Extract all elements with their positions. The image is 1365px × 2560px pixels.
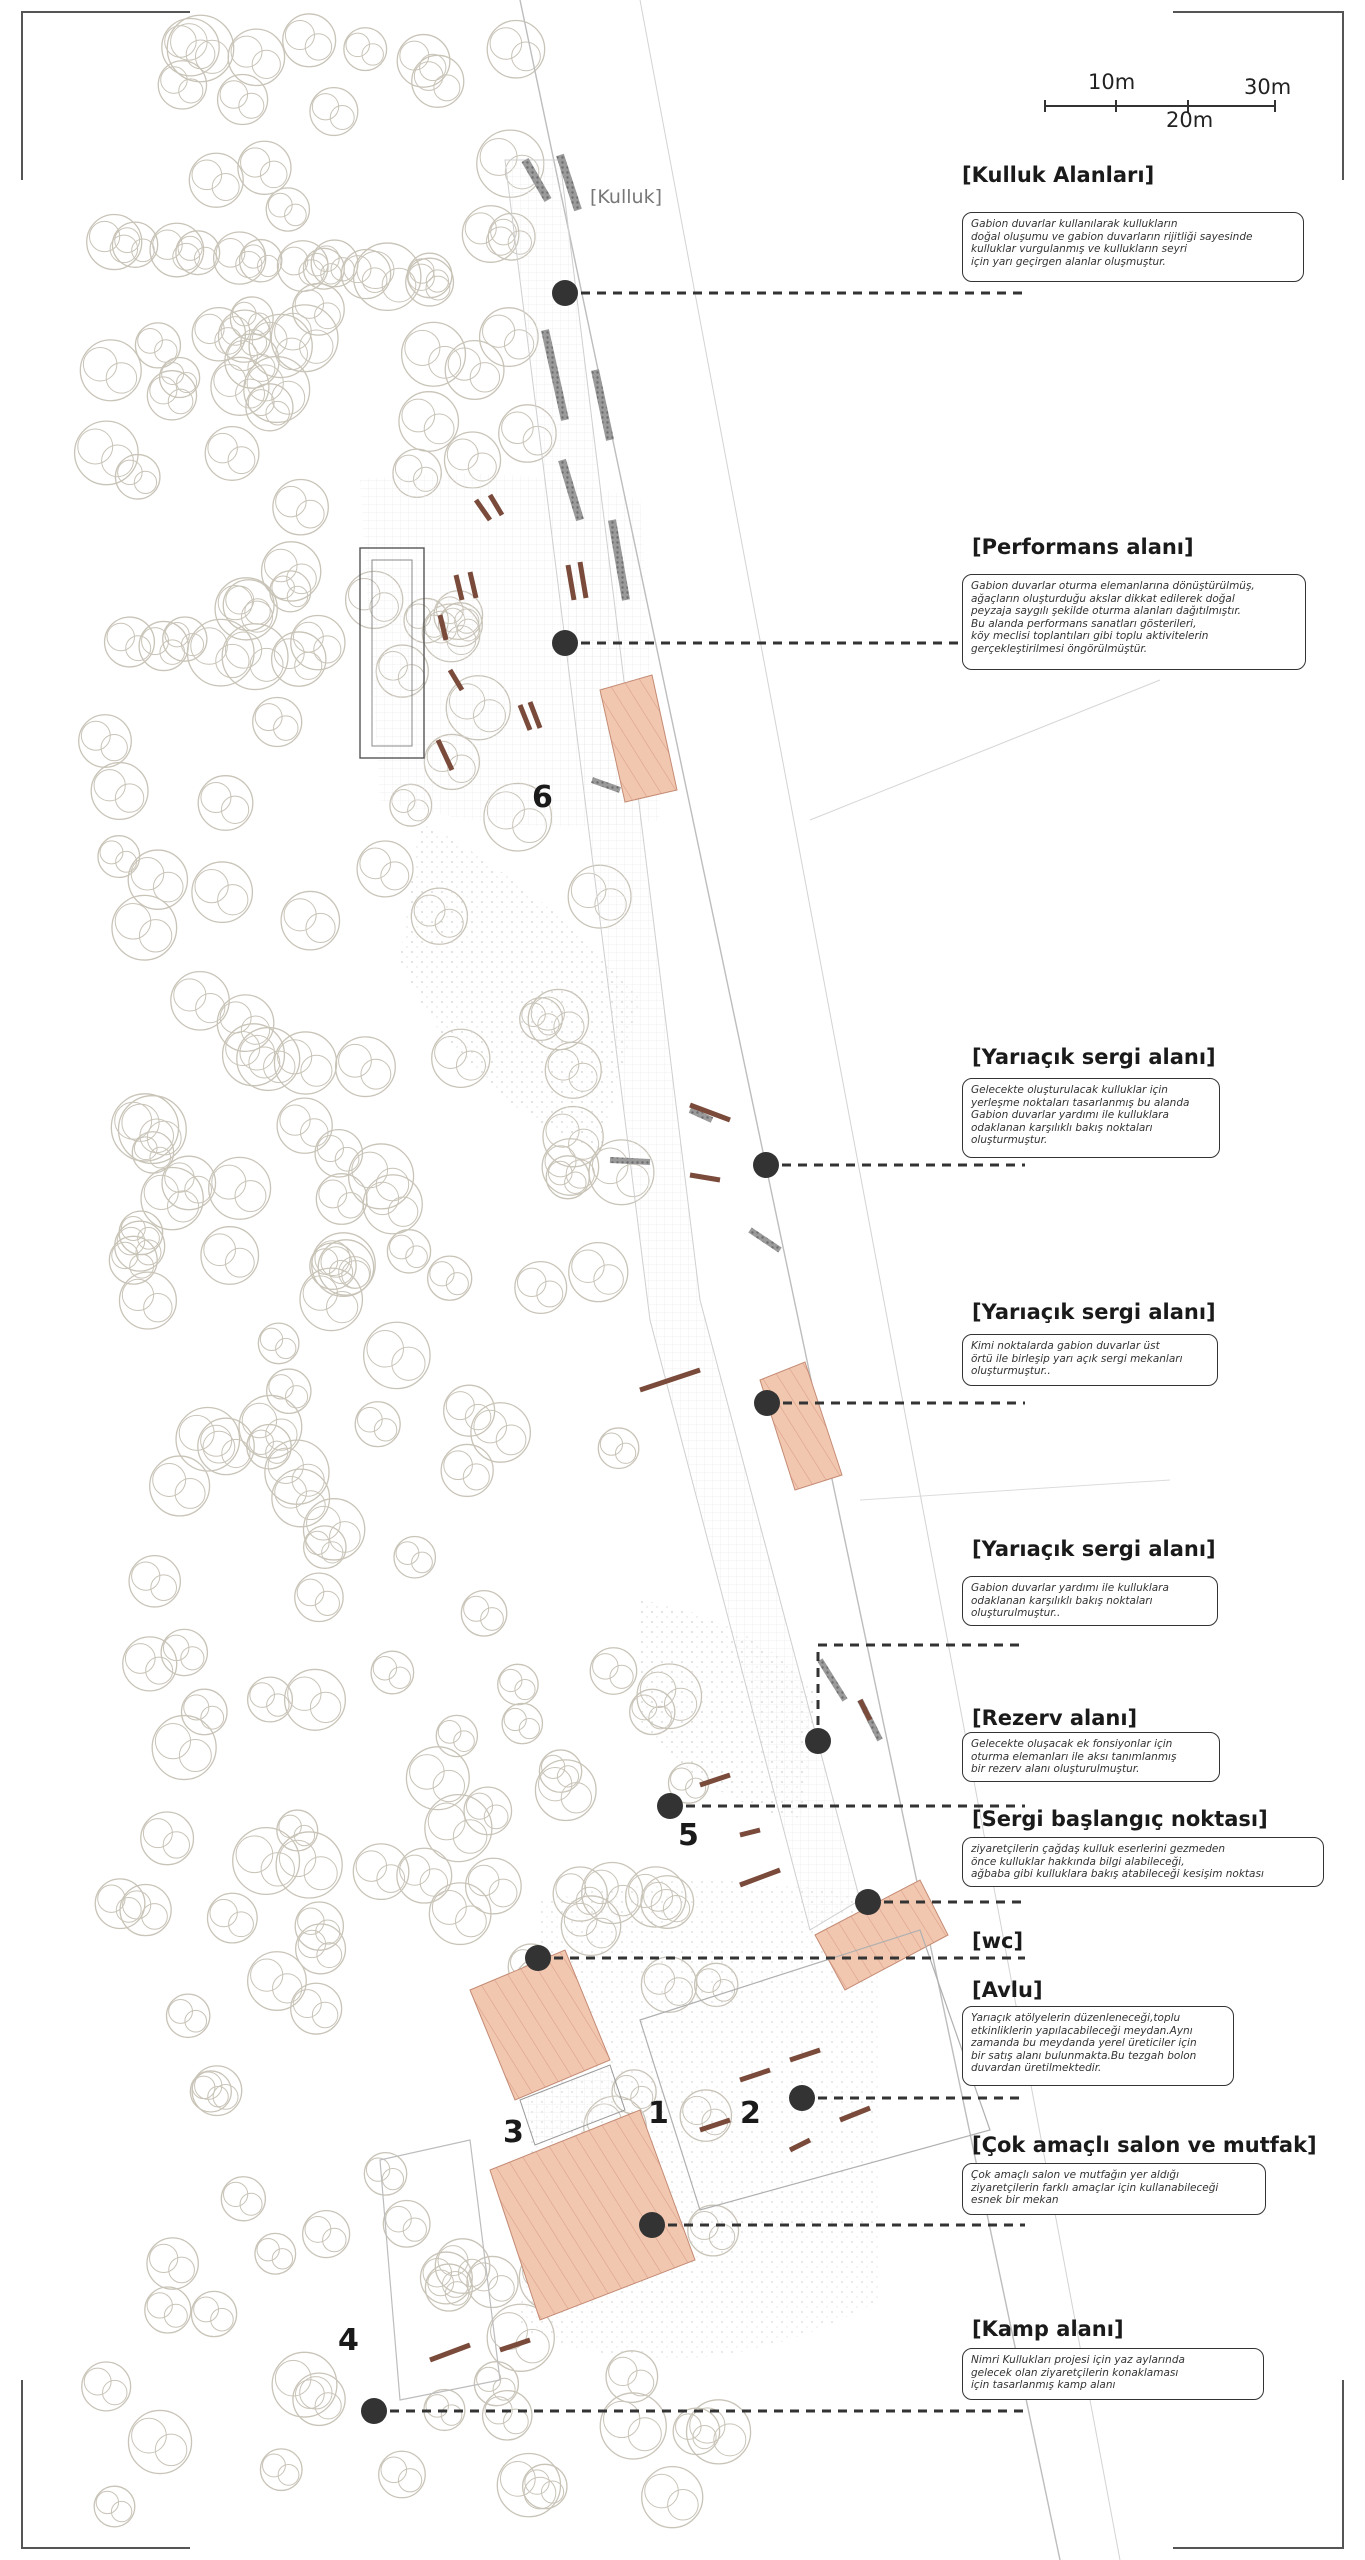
callout-title: [Çok amaçlı salon ve mutfak]: [972, 2133, 1317, 2157]
callout-line: Gelecekte oluşturulacak kulluklar için: [971, 1084, 1168, 1096]
tree-canopy: [310, 88, 358, 136]
callout-line: bir rezerv alanı oluşturulmuştur.: [971, 1763, 1140, 1775]
tree-canopy: [546, 1156, 589, 1199]
tree-canopy: [181, 1689, 227, 1735]
contour-line: [860, 1480, 1170, 1500]
tree-canopy: [167, 15, 233, 81]
tree-canopy: [467, 2256, 518, 2307]
location-marker: [552, 630, 578, 656]
tree-canopy: [383, 2200, 430, 2247]
tree-canopy: [147, 2238, 198, 2289]
callout-line: bir satış alanı bulunmakta.Bu tezgah bolon: [971, 2049, 1197, 2062]
tree-canopy: [115, 1221, 165, 1271]
tree-canopy: [95, 1879, 145, 1929]
tree-canopy: [277, 1098, 332, 1153]
tree-canopy: [311, 240, 358, 287]
callout-line: esnek bir mekan: [971, 2194, 1059, 2206]
callout-line: zamanda bu meydanda yerel üreticiler için: [971, 2037, 1197, 2049]
callout-line: ziyaretçilerin farklı amaçlar için kullanabileceği: [971, 2181, 1219, 2194]
tree-canopy: [445, 341, 504, 400]
tree-canopy: [387, 1230, 430, 1273]
tree-canopy: [295, 1573, 343, 1621]
tree-canopy: [123, 1637, 177, 1691]
scale-label-10m: 10m: [1088, 70, 1136, 94]
tree-canopy: [249, 314, 312, 377]
tree-canopy: [397, 1848, 452, 1903]
tree-canopy: [273, 479, 328, 534]
tree-canopy: [163, 617, 207, 661]
tree-canopy: [161, 1629, 207, 1675]
tree-canopy: [276, 1832, 342, 1898]
area-number-2: 2: [740, 2096, 761, 2131]
tree-canopy: [258, 1323, 299, 1364]
tree-canopy: [353, 1844, 408, 1899]
tree-canopy: [291, 1983, 342, 2034]
tree-canopy: [407, 253, 451, 297]
tree-canopy: [145, 2287, 191, 2333]
callout-line: doğal oluşumu ve gabion duvarların rijitliği sayesinde: [971, 230, 1253, 243]
tree-canopy: [205, 427, 259, 481]
callout-text-box: [962, 1078, 1220, 1158]
tree-canopy: [265, 1440, 329, 1504]
callout-text-box: [962, 1732, 1220, 1782]
callout-title: [Kamp alanı]: [972, 2317, 1124, 2341]
callout-title: [wc]: [972, 1929, 1024, 1953]
callout-text-box: [962, 1334, 1218, 1386]
tree-canopy: [379, 2451, 426, 2498]
tree-canopy: [357, 841, 413, 897]
tree-canopy: [394, 1537, 435, 1578]
gabion-wall: [750, 1230, 780, 1250]
tree-canopy: [228, 29, 284, 85]
tree-canopy: [119, 1096, 187, 1164]
tree-canopy: [606, 2351, 658, 2403]
tree-canopy: [461, 1591, 506, 1636]
location-marker: [552, 280, 578, 306]
location-marker: [855, 1889, 881, 1915]
callout-line: kulluklar vurgulanmış ve kullukların seyri: [971, 243, 1188, 255]
scale-label-30m: 30m: [1244, 75, 1292, 99]
callout-line: örtü ile birleşip yarı açık sergi mekanları: [971, 1352, 1183, 1365]
location-marker: [525, 1945, 551, 1971]
gabion-wall: [595, 370, 610, 440]
tree-canopy: [303, 2211, 350, 2258]
tree-canopy: [355, 1402, 400, 1447]
tree-canopy: [283, 14, 336, 67]
location-marker: [361, 2398, 387, 2424]
tree-canopy: [277, 1810, 318, 1851]
location-marker: [639, 2212, 665, 2238]
tree-canopy: [80, 340, 141, 401]
bench: [430, 2345, 470, 2360]
callout-title: [Yarıaçık sergi alanı]: [972, 1537, 1216, 1561]
tree-canopy: [141, 1812, 194, 1865]
area-number-4: 4: [338, 2323, 359, 2358]
callout-line: gelecek olan ziyaretçilerin konaklaması: [971, 2366, 1179, 2379]
tree-canopy: [295, 1902, 343, 1950]
tree-canopy: [217, 995, 274, 1052]
tree-canopy: [119, 1211, 162, 1254]
tree-canopy: [238, 141, 291, 194]
tree-canopy: [248, 1677, 293, 1722]
callout-line: etkinliklerin yapılacabileceği meydan.Aynı: [971, 2024, 1193, 2037]
tree-canopy: [192, 2066, 242, 2116]
tree-canopy: [590, 1648, 636, 1694]
tree-canopy: [502, 1703, 542, 1743]
tree-canopy: [535, 1760, 596, 1821]
tree-canopy: [316, 1174, 367, 1225]
callout-line: gerçekleştirilmesi öngörülmüştür.: [971, 642, 1148, 655]
callout-text-box: [962, 574, 1306, 670]
tree-canopy: [191, 2291, 236, 2336]
tree-canopy: [318, 1240, 373, 1295]
tree-canopy: [569, 1243, 628, 1302]
callout-title: [Sergi başlangıç noktası]: [972, 1807, 1268, 1831]
callout-title: [Kulluk Alanları]: [962, 163, 1155, 187]
callout-title: [Rezerv alanı]: [972, 1706, 1138, 1730]
tree-canopy: [539, 1750, 581, 1792]
tree-canopy: [247, 1425, 291, 1469]
tree-canopy: [272, 1469, 330, 1527]
tree-canopy: [435, 2239, 489, 2293]
callout-line: Gabion duvarlar kullanılarak kullukların: [971, 218, 1178, 230]
tree-canopy: [267, 1369, 311, 1413]
callout-line: odaklanan karşılıklı bakış noktaları: [971, 1121, 1153, 1134]
callout-text-box: [962, 2163, 1266, 2215]
callout-line: odaklanan karşılıklı bakış noktaları: [971, 1594, 1153, 1607]
location-marker: [789, 2085, 815, 2111]
tree-canopy: [94, 2486, 135, 2527]
callout-line: Gabion duvarlar oturma elemanlarına dönüştürülmüş,: [971, 580, 1255, 592]
tree-canopy: [483, 2391, 532, 2440]
tree-canopy: [198, 776, 253, 831]
tree-canopy: [498, 1664, 538, 1704]
tree-canopy: [135, 323, 180, 368]
tree-canopy: [105, 617, 155, 667]
tree-canopy: [240, 240, 282, 282]
tree-canopy: [129, 1556, 180, 1607]
location-marker: [805, 1728, 831, 1754]
frame-corner: [1173, 2380, 1343, 2548]
area-number-6: 6: [532, 780, 553, 815]
tree-canopy: [239, 1395, 302, 1458]
callout-line: duvardan üretilmektedir.: [971, 2062, 1102, 2074]
exhibition-canopy: [760, 1362, 842, 1490]
callout-line: ziyaretçilerin çağdaş kulluk eserlerini gezmeden: [971, 1843, 1226, 1855]
tree-canopy: [364, 1322, 430, 1388]
bench: [740, 1830, 760, 1835]
callout-line: oluşturmuştur.: [971, 1134, 1048, 1146]
area-number-1: 1: [648, 2096, 669, 2131]
tree-canopy: [425, 1795, 492, 1862]
area-number-3: 3: [503, 2115, 524, 2150]
tree-canopy: [209, 1157, 271, 1219]
tree-canopy: [436, 1715, 477, 1756]
tree-canopy: [223, 580, 274, 631]
tree-canopy: [98, 836, 140, 878]
contour-line: [810, 680, 1160, 820]
tree-canopy: [112, 895, 177, 960]
callout-line: Gabion duvarlar yardımı ile kulluklara: [971, 1109, 1169, 1121]
tree-canopy: [128, 850, 187, 909]
callout-text-box: [962, 2006, 1234, 2086]
tree-canopy: [471, 1403, 530, 1462]
kulluk-map-tag: [Kulluk]: [590, 186, 662, 208]
tree-canopy: [222, 624, 288, 690]
bench: [690, 1175, 720, 1180]
callout-line: için tasarlanmış kamp alanı: [971, 2379, 1116, 2391]
tree-canopy: [162, 18, 219, 75]
tree-canopy: [176, 231, 220, 275]
gabion-wall: [610, 1160, 650, 1162]
tree-canopy: [128, 2410, 191, 2473]
callout-line: ağaçların oluşturduğu akslar dikkat edilerek doğal: [971, 592, 1235, 605]
callout-line: Çok amaçlı salon ve mutfağın yer aldığı: [971, 2169, 1180, 2181]
callout-title: [Yarıaçık sergi alanı]: [972, 1300, 1216, 1324]
tree-canopy: [189, 153, 243, 207]
callout-line: köy meclisi toplantıları gibi toplu aktivitelerin: [971, 630, 1209, 642]
tree-canopy: [176, 1407, 240, 1471]
callout-title: [Yarıaçık sergi alanı]: [972, 1045, 1216, 1069]
callout-title: [Performans alanı]: [972, 535, 1194, 559]
tree-canopy: [441, 1444, 493, 1496]
callout-line: oluşturmuştur..: [971, 1365, 1051, 1377]
tree-canopy: [192, 862, 253, 923]
tree-canopy: [253, 698, 302, 747]
tree-canopy: [399, 392, 459, 452]
callout-text-box: [962, 2348, 1264, 2400]
tree-canopy: [642, 2467, 703, 2528]
tree-canopy: [150, 1456, 210, 1516]
tree-canopy: [270, 571, 311, 612]
tree-canopy: [201, 1227, 259, 1285]
tree-canopy: [598, 1428, 639, 1469]
tree-canopy: [285, 1669, 346, 1730]
tree-canopy: [266, 188, 309, 231]
bench: [860, 1700, 870, 1720]
tree-canopy: [406, 258, 454, 306]
callout-line: ağbaba gibi kulluklara bakış atabileceği kesişim noktası: [971, 1868, 1264, 1880]
tree-canopy: [91, 763, 148, 820]
tree-canopy: [162, 1156, 216, 1210]
callout-text-box: [962, 1576, 1218, 1626]
tree-canopy: [397, 35, 450, 88]
location-marker: [657, 1793, 683, 1819]
area-number-5: 5: [678, 1818, 699, 1853]
tree-canopy: [119, 1272, 176, 1329]
tree-canopy: [515, 1262, 567, 1314]
tree-canopy: [79, 715, 132, 768]
callout-line: peyzaja saygılı şekilde oturma alanları dağıtılmıştır.: [971, 605, 1242, 617]
tree-canopy: [428, 1256, 472, 1300]
tree-canopy: [260, 2449, 302, 2491]
callout-text-box: [962, 1837, 1324, 1887]
callout-line: oturma elemanları ile aksı tanımlanmış: [971, 1750, 1177, 1763]
tree-canopy: [371, 1651, 414, 1694]
scale-label-20m: 20m: [1166, 108, 1214, 132]
tree-canopy: [187, 619, 254, 686]
callout-line: için yarı geçirgen alanlar oluşmuştur.: [971, 255, 1166, 268]
tree-canopy: [402, 322, 466, 386]
tree-canopy: [221, 2177, 265, 2221]
tree-canopy: [111, 1094, 178, 1161]
callout-line: yerleşme noktaları tasarlanmış bu alanda: [971, 1096, 1190, 1109]
callout-line: Bu alanda performans sanatları gösterileri,: [971, 617, 1197, 630]
tree-canopy: [82, 2362, 131, 2411]
tree-canopy: [336, 1037, 396, 1097]
tree-canopy: [344, 28, 387, 71]
tree-canopy: [255, 2233, 296, 2274]
tree-canopy: [166, 1994, 209, 2037]
tree-canopy: [487, 21, 544, 78]
callout-line: Kimi noktalarda gabion duvarlar üst: [971, 1340, 1160, 1352]
callout-line: Gelecekte oluşacak ek fonsiyonlar için: [971, 1738, 1173, 1750]
tree-canopy: [75, 421, 139, 485]
tree-canopy: [281, 891, 339, 949]
tree-canopy: [412, 55, 464, 107]
gabion-wall: [820, 1660, 845, 1700]
callout-line: Yarıaçık atölyelerin düzenleneceği,toplu: [971, 2012, 1181, 2024]
tree-canopy: [248, 1952, 307, 2011]
tree-canopy: [363, 1175, 422, 1234]
tree-canopy: [152, 1716, 216, 1780]
callout-text-box: [962, 212, 1304, 282]
tree-canopy: [315, 1130, 362, 1177]
tree-canopy: [429, 1883, 491, 1945]
callout-line: önce kulluklar hakkında bilgi alabileceği,: [971, 1855, 1185, 1868]
callout-line: oluşturulmuştur..: [971, 1607, 1061, 1619]
callout-title: [Avlu]: [972, 1978, 1043, 2002]
location-marker: [754, 1390, 780, 1416]
callout-line: Gabion duvarlar yardımı ile kulluklara: [971, 1582, 1169, 1594]
location-marker: [753, 1152, 779, 1178]
tree-canopy: [207, 1893, 257, 1943]
callout-line: Nimri Kullukları projesi için yaz aylarında: [971, 2354, 1185, 2366]
tree-canopy: [673, 2408, 719, 2454]
